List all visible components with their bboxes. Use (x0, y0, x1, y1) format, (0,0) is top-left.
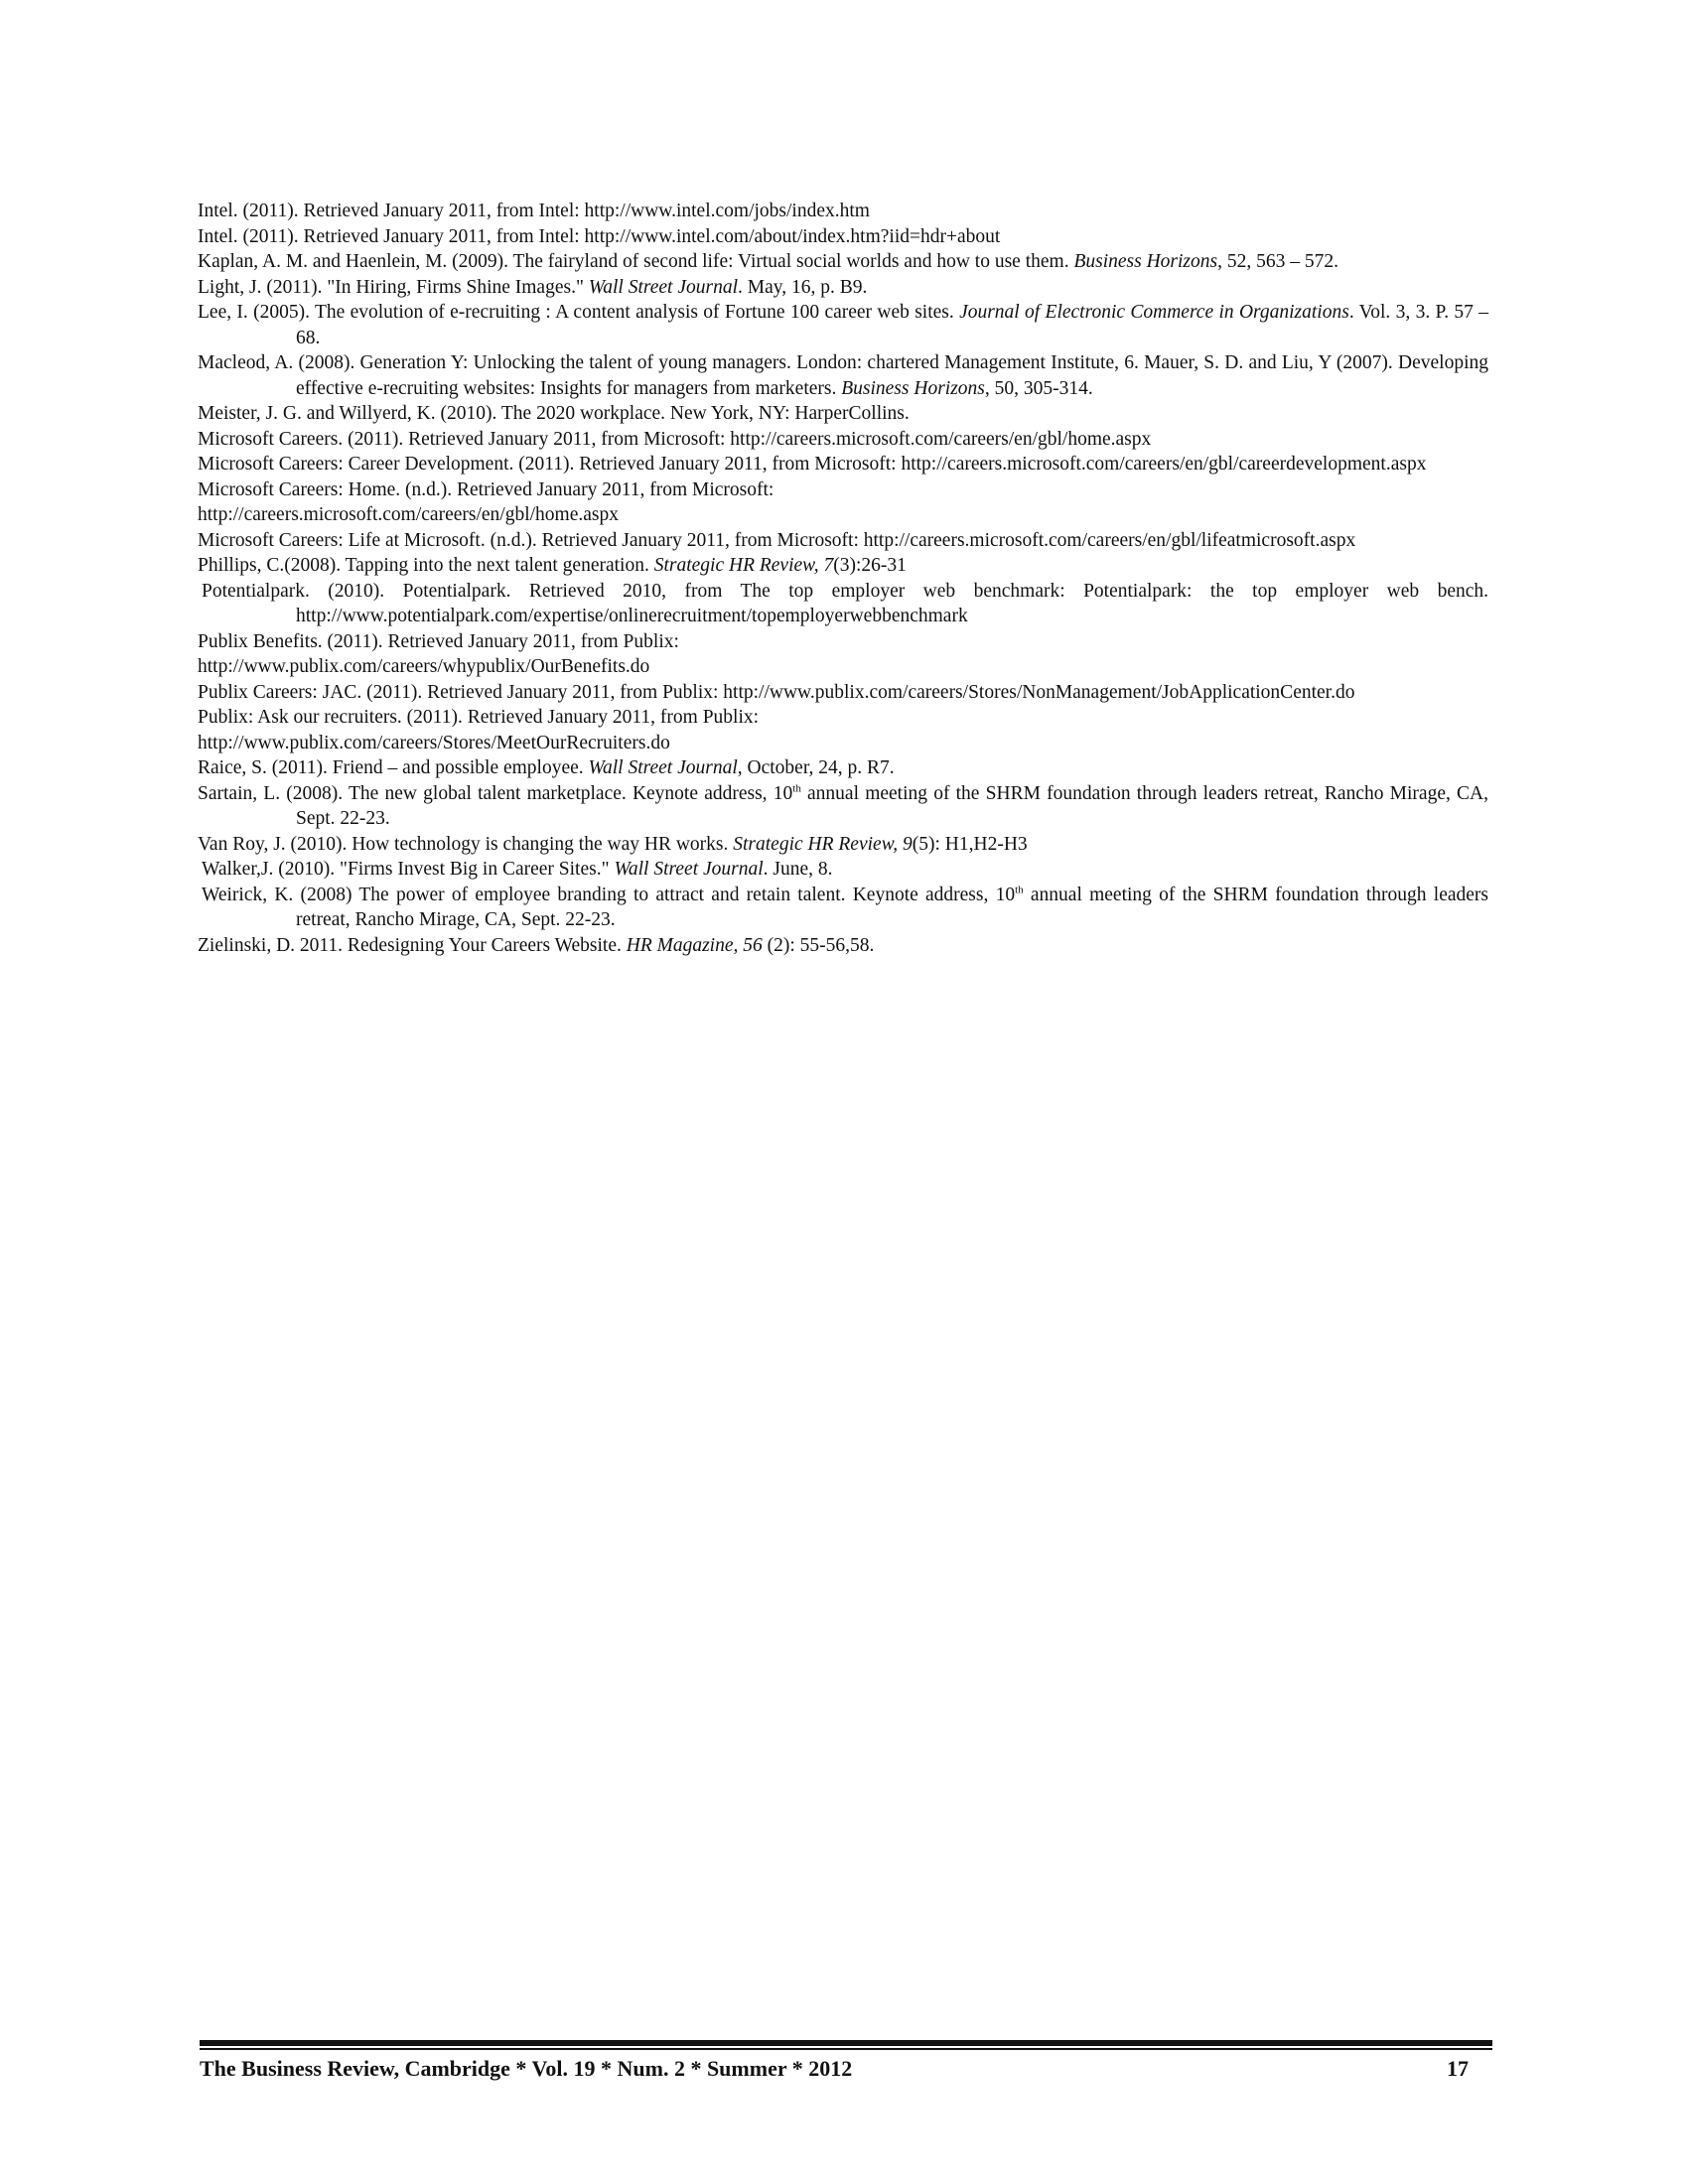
reference-entry: Microsoft Careers. (2011). Retrieved January 2011, from Microsoft: http://careers.microsoft.com/careers/en/gbl/home.aspx (198, 428, 1152, 450)
reference-entry: Sartain, L. (2008). The new global talent marketplace. Keynote address, 10th annual meeting of the SHRM foundation through leaders retreat, Rancho Mirage, CA, Sept. 22-23. (198, 782, 1489, 829)
reference-entry: http://www.publix.com/careers/whypublix/OurBenefits.do (198, 656, 650, 677)
reference-entry: Meister, J. G. and Willyerd, K. (2010). The 2020 workplace. New York, NY: HarperCollins. (198, 403, 910, 424)
reference-entry: Macleod, A. (2008). Generation Y: Unlocking the talent of young managers. London: chartered Management Institute, 6. Mauer, S. D. and Liu, Y (2007). Developing effective e-recruiting websites: Insights for managers from marketers. Business Horizons, 50, 305-314. (198, 352, 1488, 399)
reference-entry: http://careers.microsoft.com/careers/en/gbl/home.aspx (198, 504, 619, 525)
footer-rule (200, 2040, 1492, 2046)
reference-entry: Lee, I. (2005). The evolution of e-recruiting : A content analysis of Fortune 100 career web sites. Journal of Electronic Commerce in Organizations. Vol. 3, 3. P. 57 – 68. (198, 302, 1488, 348)
reference-entry: Raice, S. (2011). Friend – and possible employee. Wall Street Journal, October, 24, p. R7. (198, 757, 895, 778)
reference-entry: Zielinski, D. 2011. Redesigning Your Careers Website. HR Magazine, 56 (2): 55-56,58. (198, 934, 875, 956)
reference-entry: Publix Careers: JAC. (2011). Retrieved January 2011, from Publix: http://www.publix.com/careers/Stores/NonManagement/JobApplicationCenter.do (198, 681, 1355, 703)
journal-citation: The Business Review, Cambridge * Vol. 19 * Num. 2 * Summer * 2012 (200, 2056, 853, 2081)
reference-entry: Publix Benefits. (2011). Retrieved January 2011, from Publix: (198, 630, 679, 652)
reference-entry: Intel. (2011). Retrieved January 2011, from Intel: http://www.intel.com/jobs/index.htm (198, 201, 870, 221)
reference-entry: Potentialpark. (2010). Potentialpark. Retrieved 2010, from The top employer web benchmark: Potentialpark: the top employer web bench. http://www.potentialpark.com/expertise/onlinerecruitment/topemployerwebbenchmark (202, 580, 1488, 626)
reference-entry: Phillips, C.(2008). Tapping into the next talent generation. Strategic HR Review, 7(3):26-31 (198, 555, 907, 576)
reference-entry: Weirick, K. (2008) The power of employee branding to attract and retain talent. Keynote address, 10th annual meeting of the SHRM foundation through leaders retreat, Rancho Mirage, CA, Sept. 22-23. (202, 884, 1488, 930)
reference-entry: Microsoft Careers: Life at Microsoft. (n.d.). Retrieved January 2011, from Microsoft: http://careers.microsoft.com/careers/en/gbl/lifeatmicrosoft.aspx (198, 529, 1356, 551)
reference-entry: Publix: Ask our recruiters. (2011). Retrieved January 2011, from Publix: (198, 707, 760, 728)
reference-list (198, 199, 1488, 958)
reference-entry: Intel. (2011). Retrieved January 2011, from Intel: http://www.intel.com/about/index.htm?iid=hdr+about (198, 225, 1001, 247)
page-number: 17 (1447, 2056, 1469, 2081)
reference-entry: Van Roy, J. (2010). How technology is changing the way HR works. Strategic HR Review, 9(5): H1,H2-H3 (198, 833, 1028, 855)
reference-entry: Microsoft Careers: Home. (n.d.). Retrieved January 2011, from Microsoft: (198, 478, 774, 500)
reference-entry: Microsoft Careers: Career Development. (2011). Retrieved January 2011, from Microsoft: http://careers.microsoft.com/careers/en/gbl/careerdevelopment.aspx (198, 454, 1427, 475)
page-footer (200, 2056, 1469, 2082)
reference-entry: http://www.publix.com/careers/Stores/MeetOurRecruiters.do (198, 732, 670, 753)
reference-entry: Walker,J. (2010). "Firms Invest Big in Career Sites." Wall Street Journal. June, 8. (202, 859, 833, 880)
reference-entry: Light, J. (2011). "In Hiring, Firms Shine Images." Wall Street Journal. May, 16, p. B9. (198, 276, 868, 298)
footer-rule (200, 2048, 1492, 2050)
reference-entry: Kaplan, A. M. and Haenlein, M. (2009). The fairyland of second life: Virtual social worlds and how to use them. Business Horizons, 52, 563 – 572. (198, 251, 1338, 272)
